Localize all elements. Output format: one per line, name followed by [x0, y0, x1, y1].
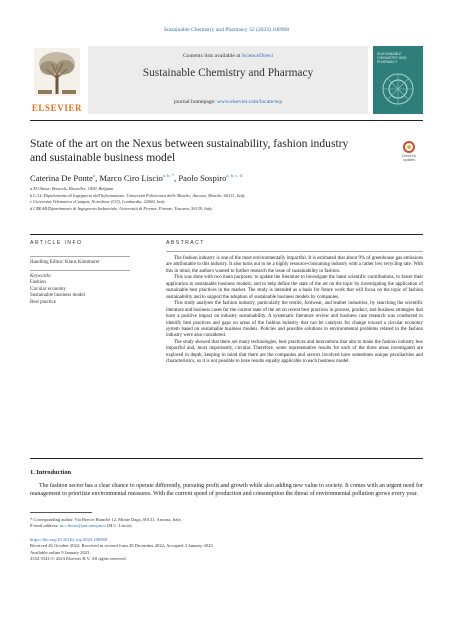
abstract-paragraph: This was done with two main purposes: to update the literature to investigate the latest scientific contributions, to foster their application in sustainable business models; and to help define the state of the art on the topic by investigating the application of sustainable best practices in the market. The study is intended as a basis for future work that will focus on the topic of fashion sustainability and to support the adoption of sustainable business models by companies. [166, 275, 423, 300]
check-updates-label [395, 155, 423, 163]
affiliation-item: d CREAR/Dipartimento di Ingegneria Industriale, Università di Firenze, Firenze, Toscana, 50139, Italy [30, 205, 213, 211]
article-info-panel [30, 253, 130, 306]
contents-line [88, 53, 368, 59]
check-updates-icon [403, 141, 415, 153]
author-name: Marco Ciro Liscio [99, 173, 163, 183]
affiliation-item: c Università Telematica eCampus, Novedrate (CO), Lombardia, 22060, Italy [30, 199, 165, 205]
masthead [30, 46, 423, 114]
info-divider [30, 256, 130, 257]
abstract-label: ABSTRACT [166, 240, 205, 246]
keyword-item: Best practice [30, 299, 56, 305]
email-line [30, 523, 423, 529]
abstract-paragraph: The fashion industry is one of the most environmentally impactful. It is estimated that about 9% of greenhouse gas emissions are attributable to this industry. It also turns out to be a highly resource-consuming industry with a rather low recycling rate. With this in mind, the authors wanted to further research the issue of sustainability in fashion. [166, 256, 423, 274]
abstract-end-rule [30, 458, 423, 459]
publication-info [30, 537, 423, 563]
author-affil-link[interactable]: a, b, c, d [226, 173, 242, 179]
keyword-item: Circular economy [30, 286, 66, 292]
copyright: 2352-5541/© 2023 Elsevier B.V. All rights reserved. [30, 556, 127, 562]
email-link[interactable]: m.c.liscio@pm.univpm.it [59, 523, 106, 529]
affiliation-item: b C.I.I./Dipartimento di Ingegneria dell'Informazione, Università Politecnica delle Marche, Ancona, Marche, 60131, Italy [30, 192, 245, 198]
journal-reference-link[interactable]: Sustainable Chemistry and Pharmacy 32 (2023) 100968 [163, 27, 290, 33]
journal-title: Sustainable Chemistry and Pharmacy [142, 67, 314, 79]
info-rule [30, 234, 423, 235]
check-for-updates-button[interactable] [395, 141, 423, 167]
article-info-label: ARTICLE INFO [30, 240, 83, 246]
contents-prefix: Contents lists available at [182, 53, 242, 59]
abstract-paragraph: This study analyses the fashion industry, particularly the textile, footwear, and leather industries, by searching the scientific literature and business cases for the current state of the art on recent best practices in process, product, and business strategies that have a positive impact on industry sustainability. A systematic literature review and business case research was conducted to identify best practices and gaps on areas of the fashion industry that can be catalysts for change toward a circular economy system based on sustainable business models. Policies and possible solutions to environmental problems related to the fashion industry were also considered. [166, 301, 423, 339]
elsevier-logo[interactable] [30, 46, 84, 114]
footnote-rule [30, 512, 92, 513]
check-updates-line1: Check for [401, 154, 417, 158]
available-online: Available online 9 January 2023 [30, 549, 90, 555]
abstract-divider [166, 251, 423, 252]
author-list [30, 173, 423, 183]
handling-editor: Handling Editor: Klaus Kümmerer [30, 260, 100, 265]
author-affil-link[interactable]: a [93, 173, 96, 179]
elsevier-tree-icon [34, 48, 80, 96]
introduction-paragraph: The fashion sector has a clear chance to operate differently, pursuing profit and growth while also adding new value to society. It comes with an urgent need for management to prioritize environmental measures. With the current speed of production and consumption the threat of environmental pollution grows every year. [30, 483, 423, 498]
check-updates-line2: updates [402, 157, 416, 162]
homepage-line [88, 99, 368, 105]
author-name: Caterina De Ponte [30, 173, 94, 183]
abstract-body [166, 251, 423, 366]
affiliation-item: a EUAbout, Brussels, Bruxelles, 1000, Belgium [30, 186, 114, 191]
abstract-paragraph: The study showed that there are many technologies, best practices and innovations that aim to make the fashion industry less impactful and, most importantly, circular. Therefore, some representative results for each of the three areas investigated are explored in depth, keeping in mind that there are the companies and sectors involved have sometimes unique peculiarities and characteristics, so it is not possible to have results equally applicable to each business model. [166, 339, 423, 365]
keyword-item: Sustainable business model [30, 293, 85, 298]
section-heading-introduction: 1. Introduction [30, 469, 72, 476]
cover-pattern-icon [379, 70, 417, 108]
info-divider [30, 270, 130, 271]
cover-title: SUSTAINABLE CHEMISTRY AND PHARMACY [377, 52, 407, 65]
journal-cover[interactable] [373, 46, 423, 114]
email-label: E-mail address: [30, 523, 60, 529]
elsevier-wordmark: ELSEVIER [31, 103, 83, 113]
corresponding-address: * Corresponding author. Via Brecce Bianche 12, Monte Dago, 60131, Ancona, Italy. [30, 517, 182, 522]
homepage-link[interactable]: www.elsevier.com/locate/scp [217, 99, 283, 105]
keyword-item: Fashion [30, 280, 46, 285]
author-separator: , [95, 173, 100, 183]
author-affil-link[interactable]: a, b, * [162, 173, 175, 179]
homepage-prefix: journal homepage: [173, 99, 217, 105]
doi-link[interactable]: https://doi.org/10.1016/j.scp.2023.100968 [30, 537, 108, 542]
article-title: State of the art on the Nexus between sustainability, fashion industry and sustainable business model [30, 137, 349, 165]
affiliations [30, 186, 423, 212]
sciencedirect-link[interactable]: ScienceDirect [241, 53, 274, 59]
received-dates: Received 26 October 2022; Received in revised form 28 December 2022; Accepted 3 January 2023 [30, 543, 213, 549]
author-separator: , [174, 173, 179, 183]
email-suffix: (M.C. Liscio). [105, 523, 133, 529]
corresponding-author-footnote [30, 517, 423, 530]
header-rule [30, 120, 423, 121]
author-name: Paolo Sospiro [178, 173, 227, 183]
journal-banner [88, 46, 368, 114]
keywords-label: Keywords: [30, 273, 52, 279]
